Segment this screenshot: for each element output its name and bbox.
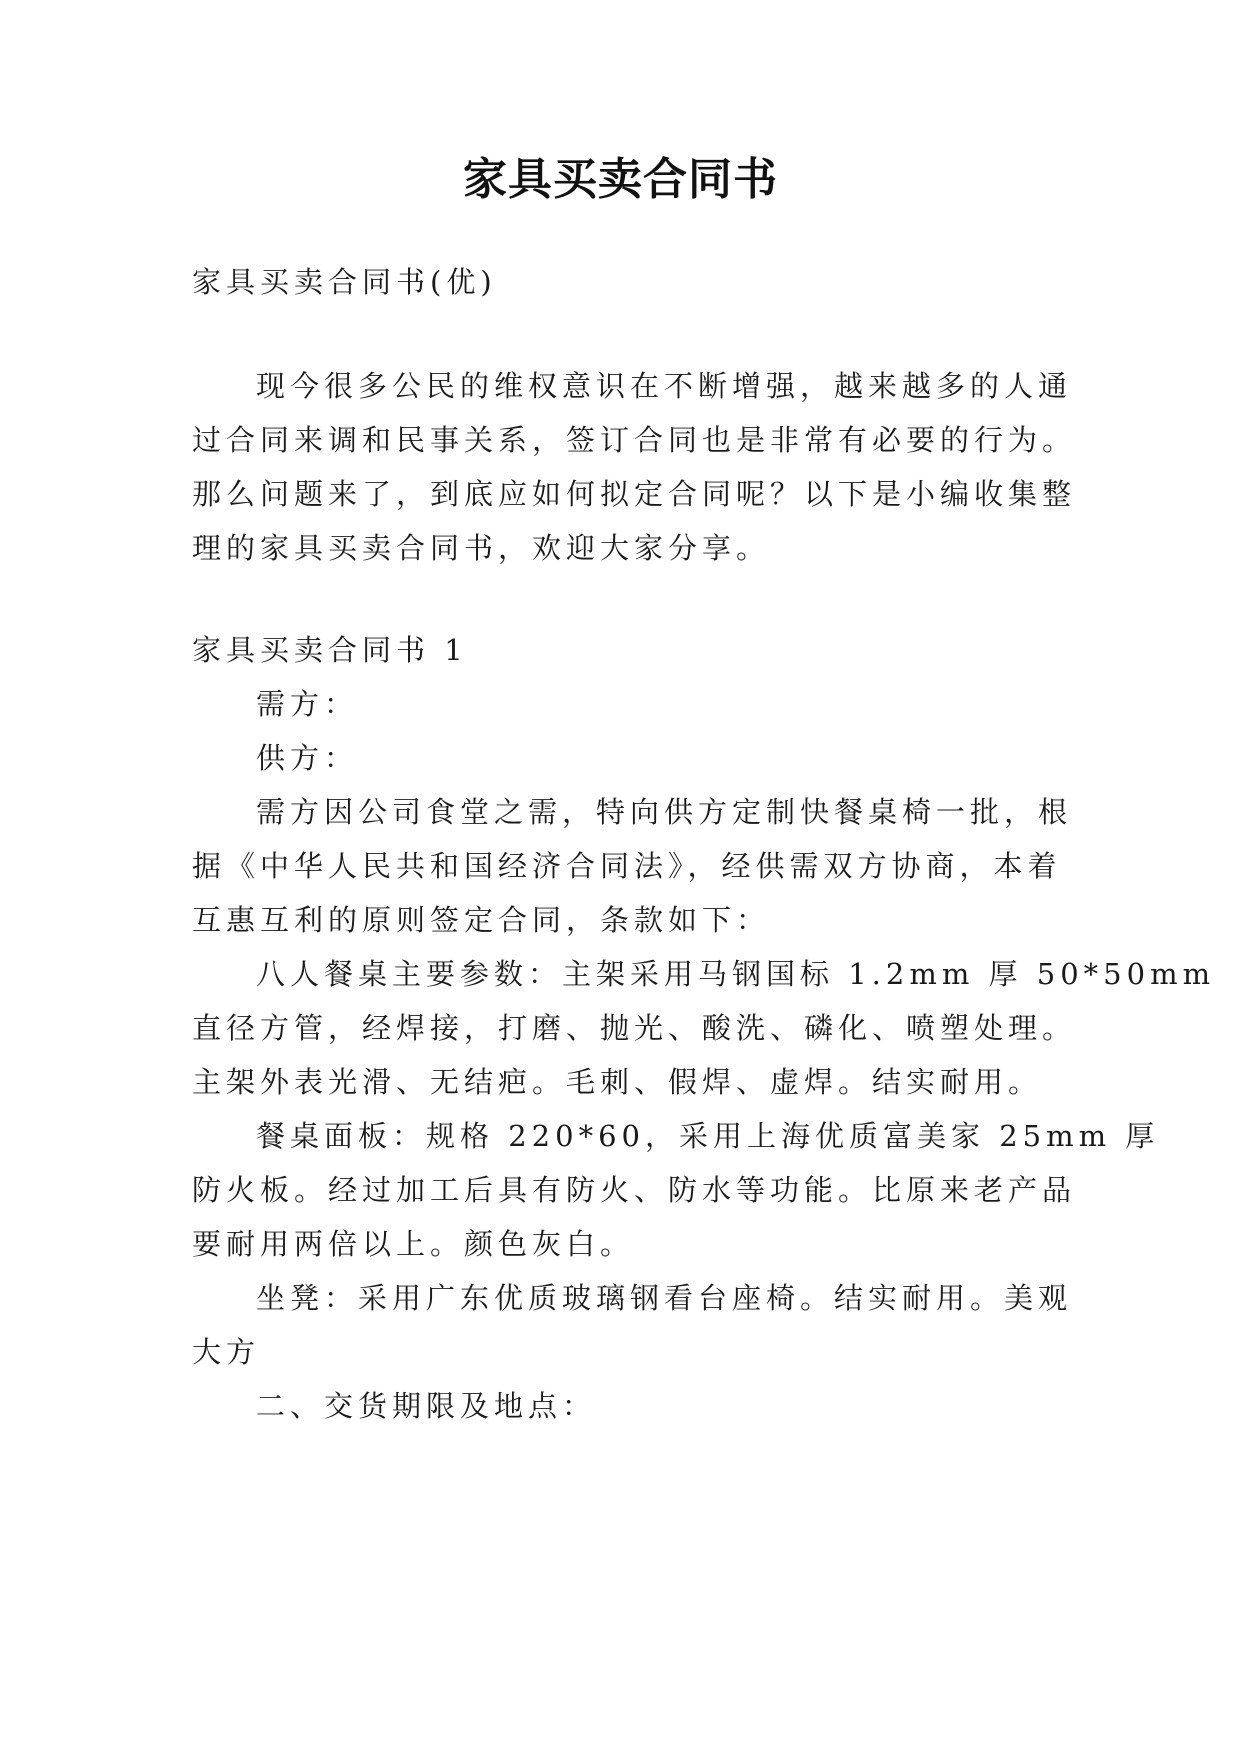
- stool-line-2: 大方: [192, 1335, 261, 1369]
- tabletop-line-1: 餐桌面板：规格 220*60，采用上海优质富美家 25mm 厚: [256, 1119, 1160, 1153]
- preamble-line-1: 需方因公司食堂之需，特向供方定制快餐桌椅一批，根: [256, 795, 1073, 829]
- party-supply: 供方：: [256, 741, 359, 775]
- intro-line-2: 过合同来调和民事关系，签订合同也是非常有必要的行为。: [192, 423, 1077, 457]
- party-demand: 需方：: [256, 687, 359, 721]
- intro-line-1: 现今很多公民的维权意识在不断增强，越来越多的人通: [256, 369, 1073, 403]
- table-params-line-3: 主架外表光滑、无结疤。毛刺、假焊、虚焊。结实耐用。: [192, 1065, 1043, 1099]
- table-params-line-2: 直径方管，经焊接，打磨、抛光、酸洗、磷化、喷塑处理。: [192, 1011, 1077, 1045]
- delivery-heading: 二、交货期限及地点：: [256, 1389, 597, 1423]
- preamble-line-2: 据《中华人民共和国经济合同法》，经供需双方协商，本着: [192, 849, 1062, 883]
- table-params-line-1: 八人餐桌主要参数：主架采用马钢国标 1.2mm 厚 50*50mm: [256, 957, 1216, 991]
- section-heading: 家具买卖合同书 1: [192, 633, 468, 667]
- tabletop-line-2: 防火板。经过加工后具有防火、防水等功能。比原来老产品: [192, 1173, 1077, 1207]
- document-title: 家具买卖合同书: [463, 154, 778, 205]
- preamble-line-3: 互惠互利的原则签定合同，条款如下：: [192, 903, 771, 937]
- tabletop-line-3: 要耐用两倍以上。颜色灰白。: [192, 1227, 635, 1261]
- document-subtitle: 家具买卖合同书(优): [192, 265, 497, 299]
- intro-line-3: 那么问题来了，到底应如何拟定合同呢？以下是小编收集整: [192, 477, 1077, 511]
- intro-line-4: 理的家具买卖合同书，欢迎大家分享。: [192, 531, 771, 565]
- stool-line-1: 坐凳：采用广东优质玻璃钢看台座椅。结实耐用。美观: [256, 1281, 1073, 1315]
